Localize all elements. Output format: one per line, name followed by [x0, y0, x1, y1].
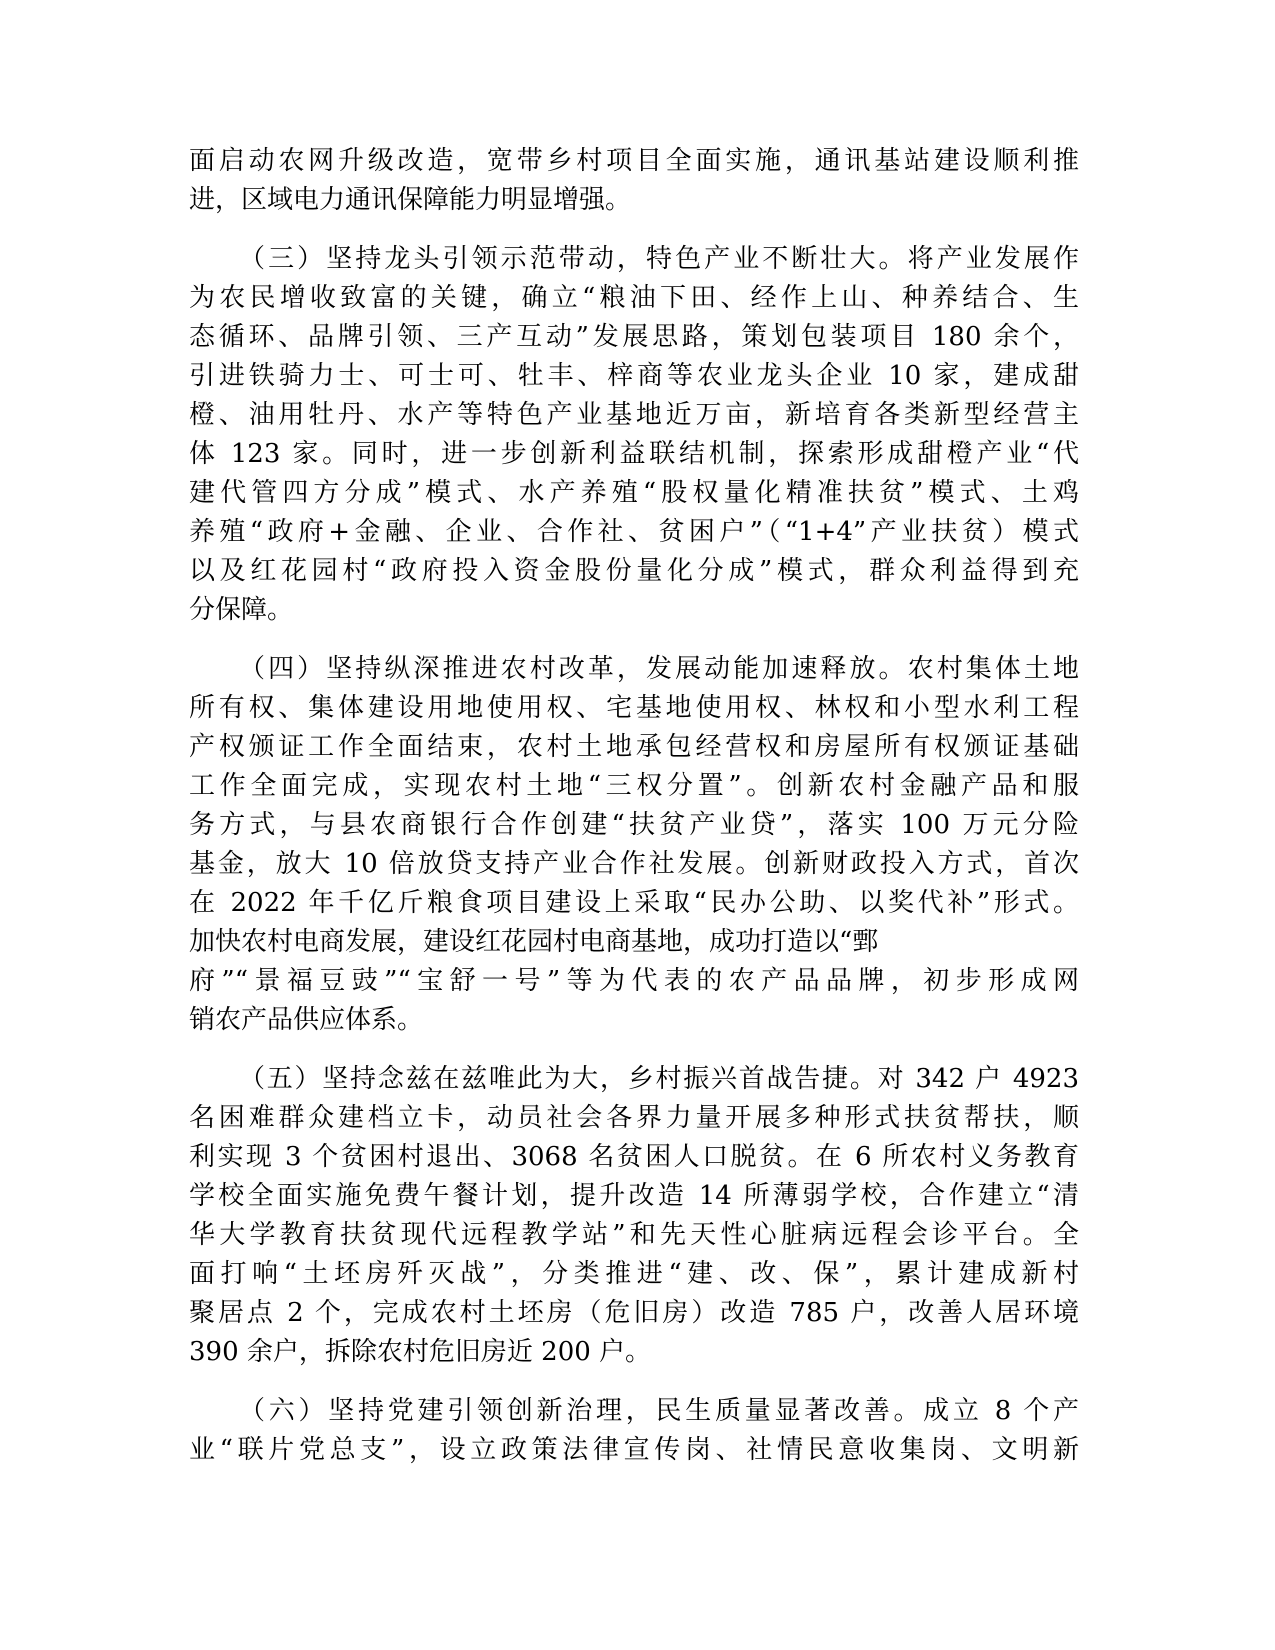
text-line: 分保障。 — [189, 595, 294, 625]
text-line: 进，区域电力通讯保障能力明显增强。 — [189, 185, 632, 215]
text-line: 业“联片党总支”，设立政策法律宣传岗、社情民意收集岗、文明新 — [189, 1435, 1079, 1465]
text-line: （三）坚持龙头引领示范带动，特色产业不断壮大。将产业发展作 — [239, 244, 1079, 274]
text-line: （六）坚持党建引领创新治理，民生质量显著改善。成立 8 个产 — [239, 1396, 1079, 1426]
text-line: 华大学教育扶贫现代远程教学站”和先天性心脏病远程会诊平台。全 — [189, 1220, 1079, 1250]
text-line: 基金，放大 10 倍放贷支持产业合作社发展。创新财政投入方式，首次 — [189, 849, 1079, 879]
text-line: 名困难群众建档立卡，动员社会各界力量开展多种形式扶贫帮扶，顺 — [189, 1103, 1079, 1133]
text-line: 引进铁骑力士、可士可、牡丰、梓商等农业龙头企业 10 家，建成甜 — [189, 361, 1079, 391]
text-line: 府”“景福豆豉”“宝舒一号”等为代表的农产品品牌，初步形成网 — [189, 966, 1079, 996]
text-line: 加快农村电商发展，建设红花园村电商基地，成功打造以“鄄 — [189, 927, 879, 957]
text-line: 以及红花园村“政府投入资金股份量化分成”模式，群众利益得到充 — [189, 556, 1079, 586]
text-line: 产权颁证工作全面结束，农村土地承包经营权和房屋所有权颁证基础 — [189, 732, 1079, 762]
paragraph-4 — [189, 1060, 1079, 1372]
text-line: 工作全面完成，实现农村土地“三权分置”。创新农村金融产品和服 — [189, 771, 1079, 801]
text-line: 在 2022 年千亿斤粮食项目建设上采取“民办公助、以奖代补”形式。 — [189, 888, 1079, 918]
text-line: 养殖“政府+金融、企业、合作社、贫困户”（“1+4”产业扶贫）模式 — [189, 517, 1079, 547]
text-line: 面打响“土坯房歼灭战”，分类推进“建、改、保”，累计建成新村 — [189, 1259, 1079, 1289]
text-line: 建代管四方分成”模式、水产养殖“股权量化精准扶贫”模式、土鸡 — [189, 478, 1079, 508]
text-line: 面启动农网升级改造，宽带乡村项目全面实施，通讯基站建设顺利推 — [189, 146, 1079, 176]
paragraph-3 — [189, 650, 1079, 1040]
text-line: 体 123 家。同时，进一步创新利益联结机制，探索形成甜橙产业“代 — [189, 439, 1079, 469]
text-line: 所有权、集体建设用地使用权、宅基地使用权、林权和小型水利工程 — [189, 693, 1079, 723]
paragraph-5 — [189, 1392, 1079, 1470]
text-line: （四）坚持纵深推进农村改革，发展动能加速释放。农村集体土地 — [239, 654, 1079, 684]
paragraph-2 — [189, 240, 1079, 630]
text-line: 销农产品供应体系。 — [189, 1005, 424, 1035]
text-line: 橙、油用牡丹、水产等特色产业基地近万亩，新培育各类新型经营主 — [189, 400, 1079, 430]
text-line: 务方式，与县农商银行合作创建“扶贫产业贷”，落实 100 万元分险 — [189, 810, 1079, 840]
paragraph-1 — [189, 142, 1079, 220]
text-line: （五）坚持念兹在兹唯此为大，乡村振兴首战告捷。对 342 户 4923 — [239, 1064, 1079, 1094]
text-line: 态循环、品牌引领、三产互动”发展思路，策划包装项目 180 余个， — [189, 322, 1079, 352]
text-line: 聚居点 2 个，完成农村土坯房（危旧房）改造 785 户，改善人居环境 — [189, 1298, 1079, 1328]
document-page — [189, 142, 1079, 1490]
text-line: 学校全面实施免费午餐计划，提升改造 14 所薄弱学校，合作建立“清 — [189, 1181, 1079, 1211]
text-line: 390 余户，拆除农村危旧房近 200 户。 — [189, 1337, 652, 1367]
text-line: 为农民增收致富的关键，确立“粮油下田、经作上山、种养结合、生 — [189, 283, 1079, 313]
text-line: 利实现 3 个贫困村退出、3068 名贫困人口脱贫。在 6 所农村义务教育 — [189, 1142, 1079, 1172]
